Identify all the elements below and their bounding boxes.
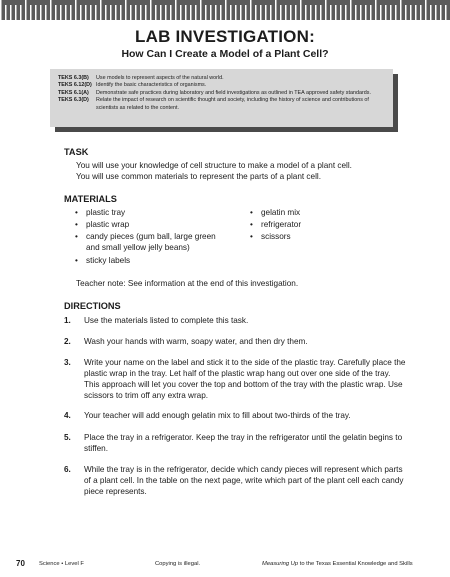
page-subtitle: How Can I Create a Model of a Plant Cell? (121, 48, 329, 60)
materials-heading-wrap (64, 194, 404, 205)
directions-heading: DIRECTIONS (64, 301, 121, 311)
teks-row (58, 97, 385, 112)
footer-book-title (262, 561, 413, 567)
task-line: You will use your knowledge of cell structure to make a model of a plant cell. (76, 161, 352, 170)
bullet-dot: • (250, 220, 253, 229)
bullet-dot: • (75, 208, 78, 217)
bullet-dot: • (75, 232, 78, 241)
footer-book-title-italic: Measuring Up (262, 561, 299, 567)
direction-step (64, 315, 408, 326)
teks-row (58, 75, 385, 82)
teacher-note: Teacher note: See information at the end of this investigation. (76, 279, 299, 288)
material-label: sticky labels (86, 256, 131, 265)
teks-code: TEKS 6.3(D) (58, 97, 89, 104)
page-title: LAB INVESTIGATION: (135, 27, 315, 46)
teks-code: TEKS 6.3(B) (58, 75, 89, 81)
step-text: Wash your hands with warm, soapy water, and then dry them. (84, 337, 308, 346)
material-label: plastic wrap (86, 220, 130, 229)
bullet-dot: • (250, 232, 253, 241)
directions-heading-wrap (64, 301, 404, 312)
teks-code: TEKS 6.1(A) (58, 89, 89, 96)
material-label: candy pieces (gum ball, large green and small yellow jelly beans) (86, 232, 216, 252)
direction-step (64, 432, 408, 454)
footer-book-title-rest: to the Texas Essential Knowledge and Skills (298, 561, 413, 567)
step-text: Write your name on the label and stick it to the side of the plastic tray. Carefully place the plastic wrap in the tray. Let half of the plastic wrap hang out over one side of the tray. This approach will let you cover the top and bottom of the tray with the plastic wrap. Use scissors to trim off any extra wrap. (84, 358, 406, 400)
material-label: scissors (261, 232, 291, 241)
step-number: 4. (64, 411, 71, 420)
step-text: While the tray is in the refrigerator, decide which candy pieces will represent which parts of a plant cell. In the table on the next page, write which part of the plant cell each candy piece represents. (84, 465, 404, 496)
material-label: plastic tray (86, 208, 126, 217)
step-number: 3. (64, 358, 71, 367)
page-footer (0, 559, 450, 573)
direction-step (64, 357, 408, 401)
step-number: 5. (64, 433, 71, 442)
teks-text: Identify the basic characteristics of organisms. (96, 82, 207, 89)
material-label: refrigerator (261, 220, 302, 229)
material-label: gelatin mix (261, 208, 301, 217)
footer-copy-notice: Copying is illegal. (155, 561, 201, 567)
materials-heading: MATERIALS (64, 194, 117, 204)
teks-text: Demonstrate safe practices during laboratory and field investigations as outlined in TEA approved safety standards. (96, 89, 371, 96)
direction-step (64, 464, 408, 497)
material-item (75, 219, 235, 230)
page-header (0, 27, 450, 61)
step-text: Your teacher will add enough gelatin mix to fill about two-thirds of the tray. (84, 411, 351, 420)
material-item (250, 231, 400, 242)
direction-step (64, 336, 408, 347)
ruler-decoration (0, 0, 450, 20)
task-section (64, 147, 404, 182)
teks-row (58, 82, 385, 89)
ruler-major-ticks (0, 0, 450, 20)
teks-text: Relate the impact of research on scientific thought and society, including the history of science and contributions of scientists as related to the content. (96, 97, 369, 111)
step-text: Place the tray in a refrigerator. Keep the tray in the refrigerator until the gelatin begins to stiffen. (84, 433, 403, 453)
step-text: Use the materials listed to complete this task. (84, 316, 249, 325)
direction-step (64, 410, 408, 421)
teks-row (58, 90, 385, 97)
material-item (75, 231, 230, 253)
teks-standards-box (50, 69, 393, 127)
material-item (75, 255, 235, 266)
bullet-dot: • (250, 208, 253, 217)
bullet-dot: • (75, 256, 78, 265)
material-item (75, 207, 235, 218)
footer-series: Science • Level F (39, 561, 84, 567)
bullet-dot: • (75, 220, 78, 229)
material-item (250, 207, 400, 218)
teks-text: Use models to represent aspects of the natural world. (96, 75, 224, 81)
task-line: You will use common materials to represent the parts of a plant cell. (76, 172, 321, 181)
step-number: 6. (64, 465, 71, 474)
step-number: 2. (64, 337, 71, 346)
page-number: 70 (16, 559, 25, 568)
material-item (250, 219, 400, 230)
task-heading: TASK (64, 147, 89, 157)
step-number: 1. (64, 316, 71, 325)
teks-code: TEKS 6.12(D) (58, 82, 92, 89)
